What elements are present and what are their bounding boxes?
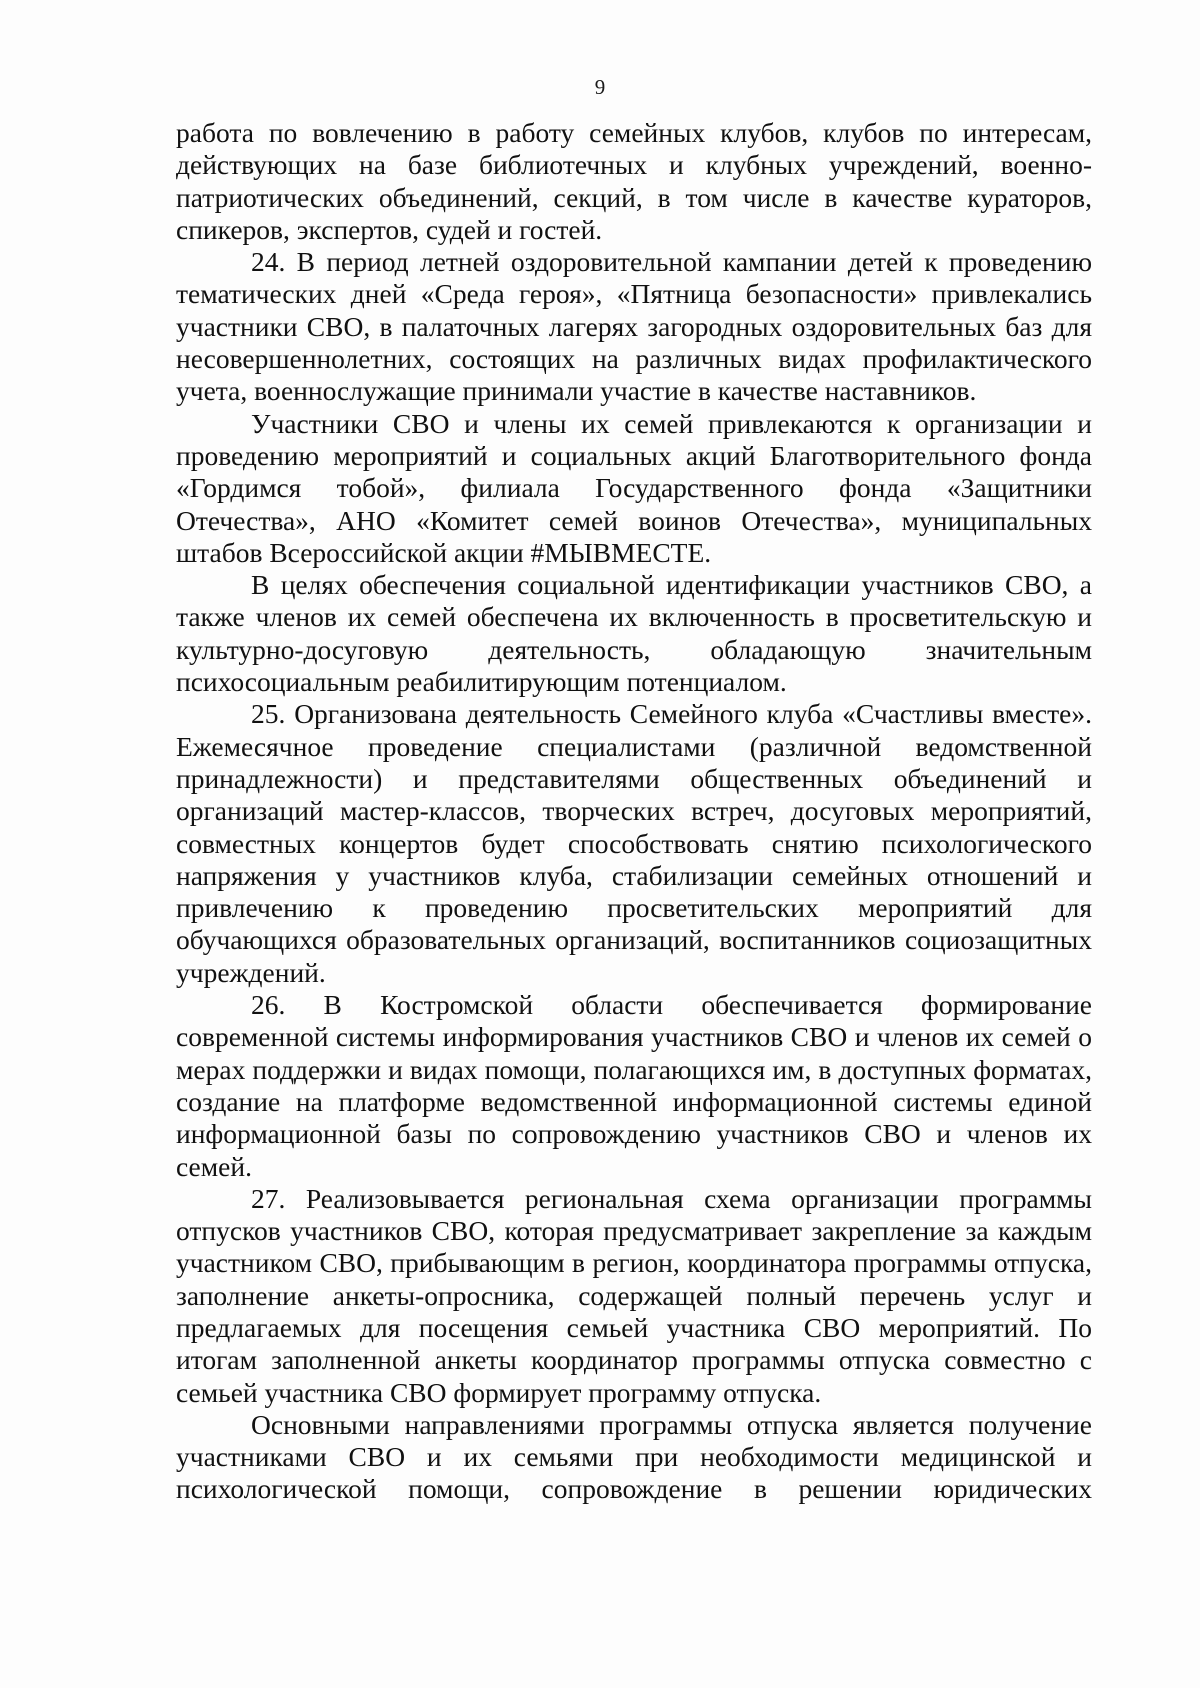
paragraph-item-27: 27. Реализовывается региональная схема организации программы отпусков участников СВО, которая предусматривает закрепление за каждым участником СВО, прибывающим в регион, координатора программы отпуска, заполнение анкеты-опросника, содержащей полный перечень услуг и предлагаемых для посещения семьей участника СВО мероприятий. По итогам заполненной анкеты координатор программы отпуска совместно с семьей участника СВО формирует программу отпуска. [176, 1182, 1092, 1408]
paragraph-svo-participants-charity: Участники СВО и члены их семей привлекаются к организации и проведению мероприятий и социальных акций Благотворительного фонда «Гордимся тобой», филиала Государственного фонда «Защитники Отечества», АНО «Комитет семей воинов Отечества», муниципальных штабов Всероссийской акции #МЫВМЕСТЕ. [176, 407, 1092, 568]
page-number: 9 [594, 75, 606, 99]
paragraph-social-identification: В целях обеспечения социальной идентификации участников СВО, а также членов их семей обеспечена их включенность в просветительскую и культурно-досуговую деятельность, обладающую значительным психосоциальным реабилитирующим потенциалом. [176, 569, 1092, 698]
paragraph-continuation: работа по вовлечению в работу семейных клубов, клубов по интересам, действующих на базе библиотечных и клубных учреждений, военно-патриотических объединений, секций, в том числе в качестве кураторов, спикеров, экспертов, судей и гостей. [176, 117, 1092, 245]
paragraph-item-24: 24. В период летней оздоровительной кампании детей к проведению тематических дней «Среда героя», «Пятница безопасности» привлекались участники СВО, в палаточных лагерях загородных оздоровительных баз для несовершеннолетних, состоящих на различных видах профилактического учета, военнослужащие принимали участие в качестве наставников. [176, 246, 1092, 407]
document-body [176, 117, 1092, 1506]
paragraph-vacation-program-directions: Основными направлениями программы отпуска является получение участниками СВО и их семьями при необходимости медицинской и психологической помощи, сопровождение в решении юридических [176, 1408, 1092, 1505]
paragraph-item-26: 26. В Костромской области обеспечивается формирование современной системы информирования участников СВО и членов их семей о мерах поддержки и видах помощи, полагающихся им, в доступных форматах, создание на платформе ведомственной информационной системы единой информационной базы по сопровождению участников СВО и членов их семей. [176, 989, 1092, 1182]
paragraph-item-25: 25. Организована деятельность Семейного клуба «Счастливы вместе». Ежемесячное проведение специалистами (различной ведомственной принадлежности) и представителями общественных объединений и организаций мастер-классов, творческих встреч, досуговых мероприятий, совместных концертов будет способствовать снятию психологического напряжения у участников клуба, стабилизации семейных отношений и привлечению к проведению просветительских мероприятий для обучающихся образовательных организаций, воспитанников социозащитных учреждений. [176, 698, 1092, 988]
